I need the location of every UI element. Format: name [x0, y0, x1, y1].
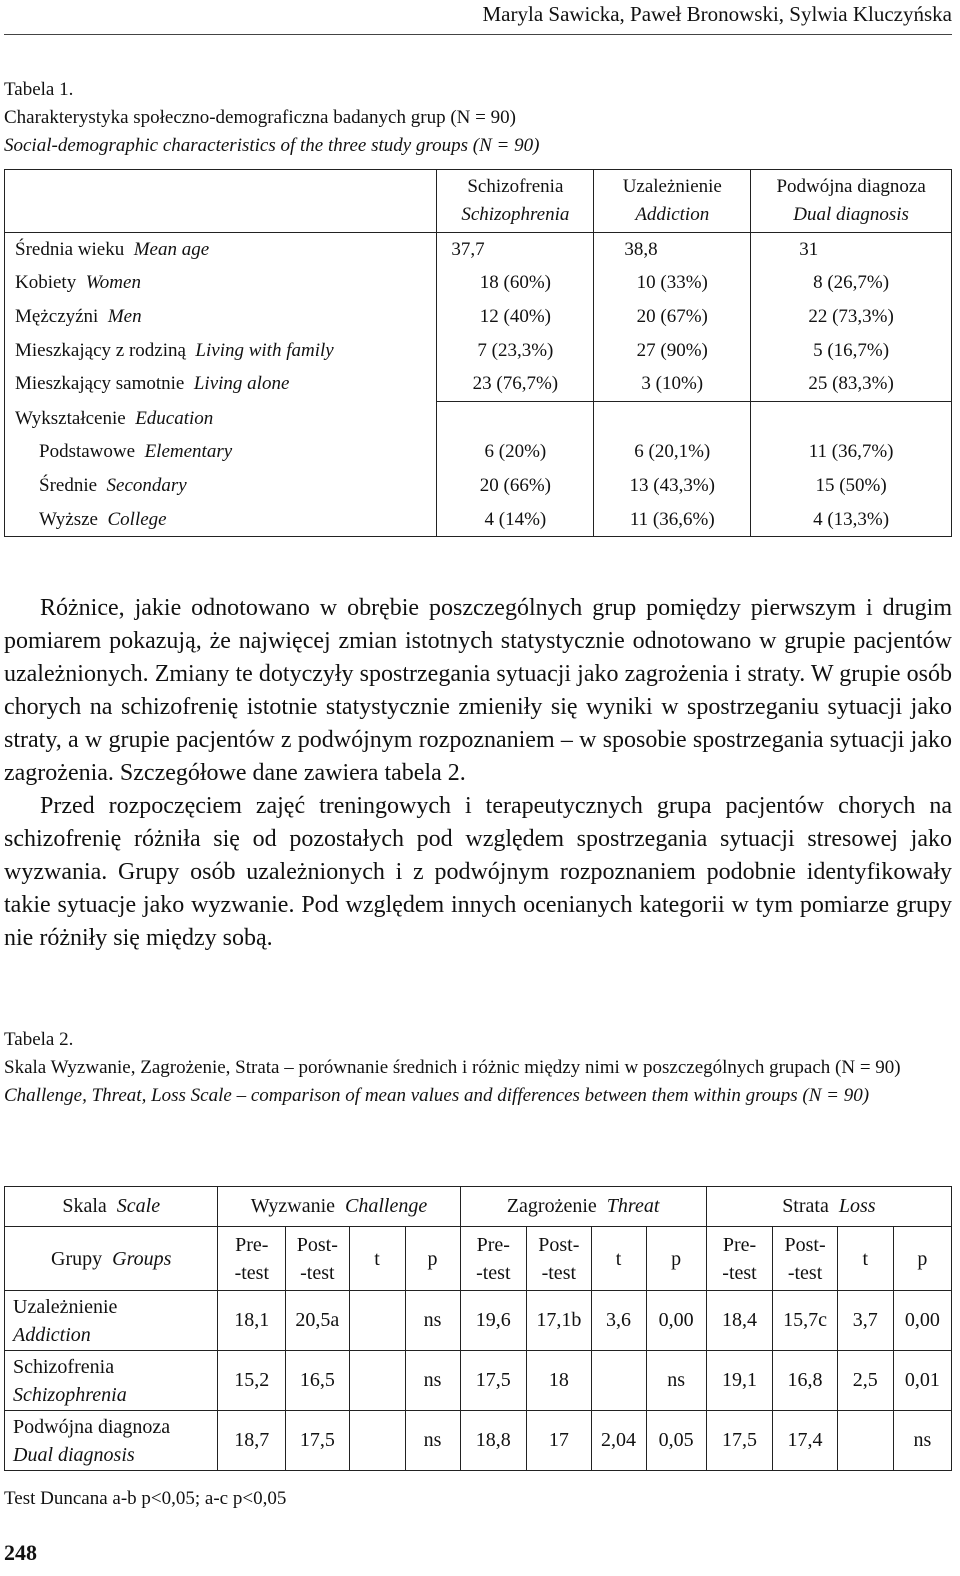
table1-col-header: Uzależnienie Addiction — [594, 170, 751, 233]
table2-label: Tabela 2. — [4, 1029, 74, 1050]
table1-row: Mieszkający z rodziną Living with family 7 (23,3%) 27 (90%) 5 (16,7%) — [5, 334, 952, 368]
table2-note: Test Duncana a-b p<0,05; a-c p<0,05 — [4, 1488, 287, 1509]
table1-col-header: Podwójna diagnoza Dual diagnosis — [751, 170, 952, 233]
table1-row: Kobiety Women 18 (60%) 10 (33%) 8 (26,7%) — [5, 267, 952, 301]
body-text — [4, 592, 952, 955]
table1-row: Podstawowe Elementary 6 (20%) 6 (20,1%) 11 (36,7%) — [5, 436, 952, 470]
paragraph: Przed rozpoczęciem zajęć treningowych i terapeutycznych grupa pacjentów chorych na schizofrenię różniła się od pozostałych pod względem spostrzegania sytuacji stresowej jako wyzwania. Grupy osób uzależnionych i z podwójnym rozpoznaniem podobnie identyfikowały takie sytuacje jako wyzwanie. Pod względem innych ocenianych kategorii w tym pomiarze grupy nie różniły się między sobą. — [4, 793, 952, 951]
table2-row: Schizofrenia Schizophrenia 15,2 16,5 ns 17,5 18 ns 19,1 16,8 2,5 0,01 — [5, 1351, 952, 1411]
table1-row: Średnie Secondary 20 (66%) 13 (43,3%) 15 (50%) — [5, 469, 952, 503]
table1-row: Średnia wieku Mean age 37,7 38,8 31 — [5, 233, 952, 267]
table2-scale-row: Skala Scale Wyzwanie Challenge Zagrożenie Threat Strata Loss — [5, 1187, 952, 1227]
header-rule — [4, 34, 952, 35]
table2-subheader-row: Grupy Groups Pre- -test Post- -test t p Pre- -test Post- -test t p Pre- -test Post- -test t p — [5, 1227, 952, 1291]
table2-row: Uzależnienie Addiction 18,1 20,5a ns 19,6 17,1b 3,6 0,00 18,4 15,7c 3,7 0,00 — [5, 1291, 952, 1351]
table1-corner — [5, 170, 437, 233]
table2-row: Podwójna diagnoza Dual diagnosis 18,7 17,5 ns 18,8 17 2,04 0,05 17,5 17,4 ns — [5, 1411, 952, 1471]
table1-row: Mężczyźni Men 12 (40%) 20 (67%) 22 (73,3%) — [5, 300, 952, 334]
table1-title-en: Social-demographic characteristics of the three study groups (N = 90) — [4, 135, 540, 156]
table1-label: Tabela 1. — [4, 79, 74, 100]
header-authors: Maryla Sawicka, Paweł Bronowski, Sylwia Kluczyńska — [482, 2, 952, 26]
paragraph: Różnice, jakie odnotowano w obrębie poszczególnych grup pomiędzy pierwszym i drugim pomiarem pokazują, że najwięcej zmian istotnych statystycznie odnotowano w grupie pacjentów uzależnionych. Zmiany te dotyczyły spostrzegania sytuacji jako zagrożenia i straty. W grupie osób chorych na schizofrenię istotnie statystycznie zmieniły się wyniki w spostrzeganiu sytuacji jako straty, a w grupie pacjentów z podwójnym rozpoznaniem – w sposobie spostrzegania sytuacji jako zagrożenia. Szczegółowe dane zawiera tabela 2. — [4, 595, 952, 786]
running-header — [0, 0, 960, 36]
table1-row: Wyższe College 4 (14%) 11 (36,6%) 4 (13,3%) — [5, 503, 952, 537]
table2-title-pl: Skala Wyzwanie, Zagrożenie, Strata – porównanie średnich i różnic między nimi w poszczególnych grupach (N = 90) — [4, 1057, 901, 1078]
table2-caption — [4, 1026, 901, 1110]
table1 — [4, 169, 952, 537]
table1-row: Mieszkający samotnie Living alone 23 (76,7%) 3 (10%) 25 (83,3%) — [5, 367, 952, 401]
table1-row: Wykształcenie Education — [5, 401, 952, 435]
table2 — [4, 1186, 952, 1471]
page-number: 248 — [4, 1540, 37, 1565]
table1-col-header: Schizofrenia Schizophrenia — [437, 170, 594, 233]
table1-caption — [4, 76, 539, 160]
table1-title-pl: Charakterystyka społeczno-demograficzna badanych grup (N = 90) — [4, 107, 516, 128]
table2-title-en: Challenge, Threat, Loss Scale – comparison of mean values and differences between them within groups (N = 90) — [4, 1085, 870, 1106]
